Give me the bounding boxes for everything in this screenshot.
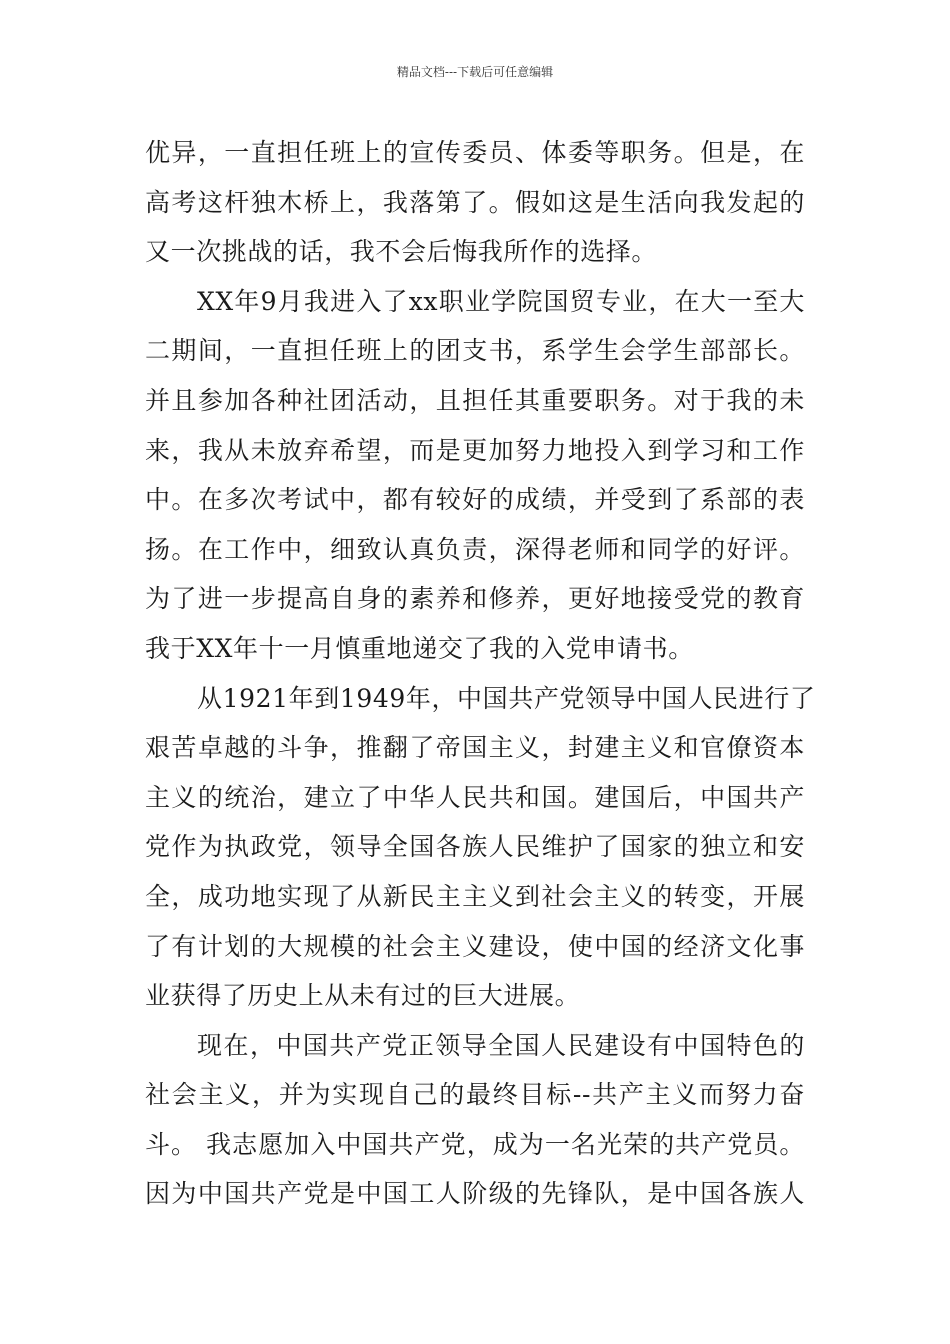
text-line: 并且参加各种社团活动，且担任其重要职务。对于我的未: [145, 385, 805, 415]
text-line: 艰苦卓越的斗争，推翻了帝国主义，封建主义和官僚资本: [145, 733, 805, 763]
text-line: 了有计划的大规模的社会主义建设，使中国的经济文化事: [145, 931, 805, 961]
text-line: 二期间，一直担任班上的团支书，系学生会学生部部长。: [145, 336, 805, 366]
document-body: [145, 128, 816, 1219]
text-line: 现在，中国共产党正领导全国人民建设有中国特色的: [197, 1030, 805, 1060]
text-line: 主义的统治，建立了中华人民共和国。建国后，中国共产: [145, 782, 805, 812]
text-line: XX年9月我进入了xx职业学院国贸专业，在大一至大: [197, 286, 805, 316]
text-line: 从1921年到1949年，中国共产党领导中国人民进行了: [197, 683, 816, 713]
text-line: 业获得了历史上从未有过的巨大进展。: [145, 981, 581, 1011]
page-header: 精品文档---下载后可任意编辑: [396, 65, 554, 79]
text-line: 扬。在工作中，细致认真负责，深得老师和同学的好评。: [145, 534, 805, 564]
text-line: 全，成功地实现了从新民主主义到社会主义的转变，开展: [145, 881, 805, 911]
text-line: 中。在多次考试中，都有较好的成绩，并受到了系部的表: [145, 485, 805, 515]
text-line: 我于XX年十一月慎重地递交了我的入党申请书。: [145, 633, 694, 663]
text-line: 来，我从未放弃希望，而是更加努力地投入到学习和工作: [145, 435, 805, 465]
text-line: 为了进一步提高自身的素养和修养，更好地接受党的教育: [145, 584, 805, 614]
text-line: 社会主义，并为实现自己的最终目标--共产主义而努力奋: [145, 1080, 805, 1110]
text-line: 斗。 我志愿加入中国共产党，成为一名光荣的共产党员。: [145, 1129, 805, 1159]
text-line: 党作为执政党，领导全国各族人民维护了国家的独立和安: [145, 832, 805, 862]
text-line: 又一次挑战的话，我不会后悔我所作的选择。: [145, 237, 658, 267]
text-line: 因为中国共产党是中国工人阶级的先锋队，是中国各族人: [145, 1179, 805, 1209]
text-line: 优异，一直担任班上的宣传委员、体委等职务。但是，在: [145, 138, 805, 167]
text-line: 高考这杆独木桥上，我落第了。假如这是生活向我发起的: [145, 187, 805, 217]
